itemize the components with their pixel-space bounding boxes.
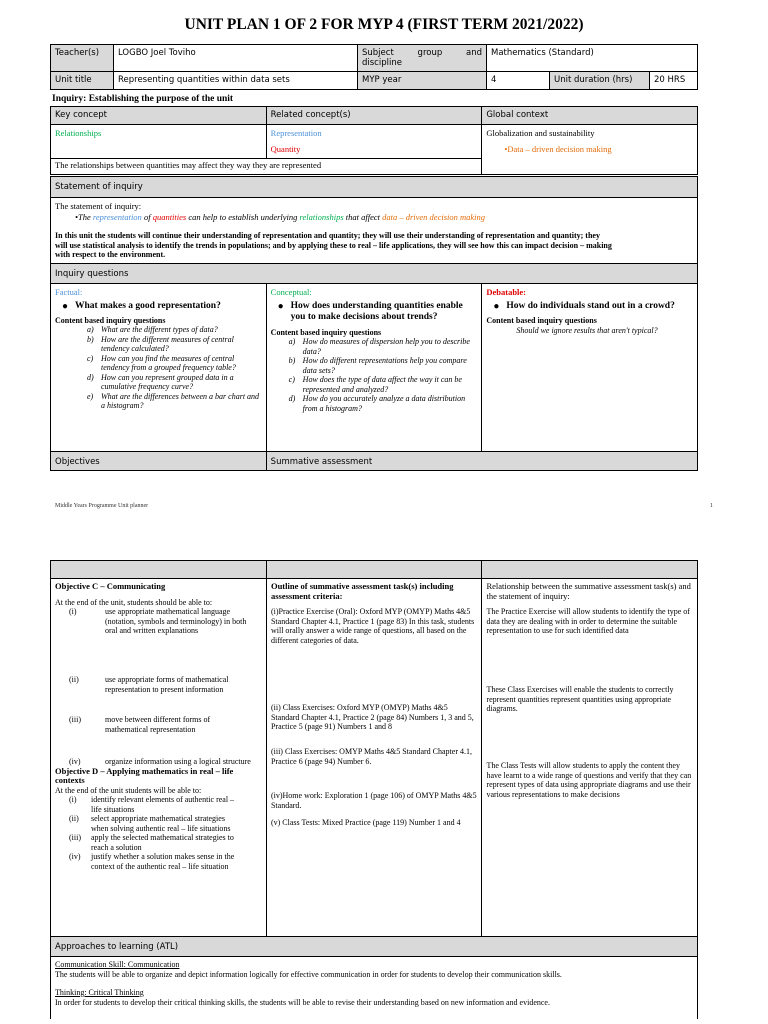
myp-year-value: 4 (487, 72, 550, 90)
unit-title-value: Representing quantities within data sets (114, 72, 358, 90)
debatable-questions: Debatable: ● How do individuals stand out in a crowd? Content based inquiry questions Should we ignore results that aren't typical? (482, 284, 698, 452)
related-concepts-label: Related concept(s) (266, 107, 482, 125)
statement-table (50, 176, 698, 264)
duration-label: Unit duration (hrs) (550, 72, 650, 90)
unit-title-label: Unit title (51, 72, 114, 90)
unit-header-table (50, 44, 698, 90)
global-context-label: Global context (482, 107, 698, 125)
inquiry-questions-label: Inquiry questions (51, 264, 698, 284)
page-title: UNIT PLAN 1 OF 2 FOR MYP 4 (FIRST TERM 2021/2022) (184, 16, 584, 33)
p2-header-blank-1 (51, 561, 267, 579)
global-context-value: Globalization and sustainability •Data – driven decision making (482, 125, 698, 175)
statement-body: The statement of inquiry: •The representation of quantities can help to establish underlying relationships that affect data – driven decision making In this unit the students will continue their understanding of representation and quantity; they will use their understanding of representation and quantity; they will use statistical analysis to identify the trends in populations; and by applying these to real – life applications, they will see how this can impact decision – making with respect to the environment. (51, 198, 698, 264)
duration-value: 20 HRS (650, 72, 698, 90)
subject-label: Subject group and discipline (358, 45, 487, 72)
concepts-table (50, 106, 698, 175)
objectives-cell: Objective C – Communicating At the end of the unit, students should be able to: (i) use appropriate mathematical language (notation, symbols and terminology) in both oral and written explanations (ii) use appropriate forms of mathematical representation to present information (iii) move between different forms of mathematical representation (iv) organize information using a logical structure Objective D – Applying mathematics in real – life contexts At the end of the unit students will be able to: (i) identify relevant elements of authentic real – life situations (ii) select appropriate mathematical strategies when solving authentic real – life situations (iii) apply the selected mathematical strategies to reach a solution (iv) justify whether a solution makes sense in the context of the authentic real – life situation (51, 579, 267, 937)
subject-value: Mathematics (Standard) (487, 45, 698, 72)
objectives-label: Objectives (51, 452, 267, 471)
summative-label: Summative assessment (266, 452, 697, 471)
relationship-cell: Relationship between the summative assessment task(s) and the statement of inquiry: The Practice Exercise will allow students to identify the type of data they are dealing with in order to determine the suitable representation to use for such identified data These Class Exercises will enable the students to correctly represent quantities represent quantities using appropriate diagrams. The Class Tests will allow students to apply the content they have learnt to a wide range of questions and verify that they can represent types of data using appropriate diagrams and use their various representations to make decisions (482, 579, 698, 937)
objectives-assessment-table (50, 560, 698, 1019)
inquiry-heading: Inquiry: Establishing the purpose of the unit (52, 94, 234, 104)
p2-header-blank-2 (266, 561, 481, 579)
relationship-note: The relationships between quantities may affect they way they are represented (51, 159, 482, 175)
related-concepts-value: Representation Quantity (266, 125, 482, 159)
teacher-label: Teacher(s) (51, 45, 114, 72)
p2-header-blank-3 (482, 561, 698, 579)
statement-label: Statement of inquiry (51, 177, 698, 198)
inquiry-questions-table (50, 263, 698, 471)
footer-page: 1 (710, 503, 713, 509)
key-concept-label: Key concept (51, 107, 267, 125)
myp-year-label: MYP year (358, 72, 487, 90)
teacher-value: LOGBO Joel Toviho (114, 45, 358, 72)
factual-questions: Factual: ● What makes a good representation? Content based inquiry questions a) What are the different types of data? b) How are the different measures of central tendency calculated? c) How can you find the measures of central tendency from a grouped frequency table? d) How can you represent grouped data in a cumulative frequency curve? e) What are the differences between a bar chart and a histogram? (51, 284, 267, 452)
atl-body: Communication Skill: Communication The students will be able to organize and depict information logically for effective communication in order for students to develop their communication skills. Thinking: Critical Thinking In order for students to develop their critical thinking skills, the students will be able to revise their understanding based on new information and evidence. (51, 957, 698, 1019)
conceptual-questions: Conceptual: ● How does understanding quantities enable you to make decisions about trends? Content based inquiry questions a) How do measures of dispersion help you to describe data? b) How do different representations help you compare data sets? c) How does the type of data affect the way it can be represented and analyzed? d) How do you accurately analyze a data distribution from a histogram? (266, 284, 482, 452)
atl-label: Approaches to learning (ATL) (51, 937, 698, 957)
footer-left: Middle Years Programme Unit planner (55, 503, 149, 509)
summative-outline-cell: Outline of summative assessment task(s) including assessment criteria: (i)Practice Exercise (Oral): Oxford MYP (OMYP) Maths 4&5 Standard Chapter 4.1, Practice 1 (page 83) In this task, students will orally answer a wide range of questions, all based on the different categories of data. (ii) Class Exercises: Oxford MYP (OMYP) Maths 4&5 Standard Chapter 4.1, Practice 2 (page 84) Numbers 1, 3 and 5, Practice 5 (page 91) Numbers 1 and 8 (iii) Class Exercises: OMYP Maths 4&5 Standard Chapter 4.1, Practice 6 (page 94) Number 6. (iv)Home work: Exploration 1 (page 106) of OMYP Maths 4&5 Standard. (v) Class Tests: Mixed Practice (page 119) Number 1 and 4 (266, 579, 481, 937)
key-concept-value: Relationships (51, 125, 267, 159)
